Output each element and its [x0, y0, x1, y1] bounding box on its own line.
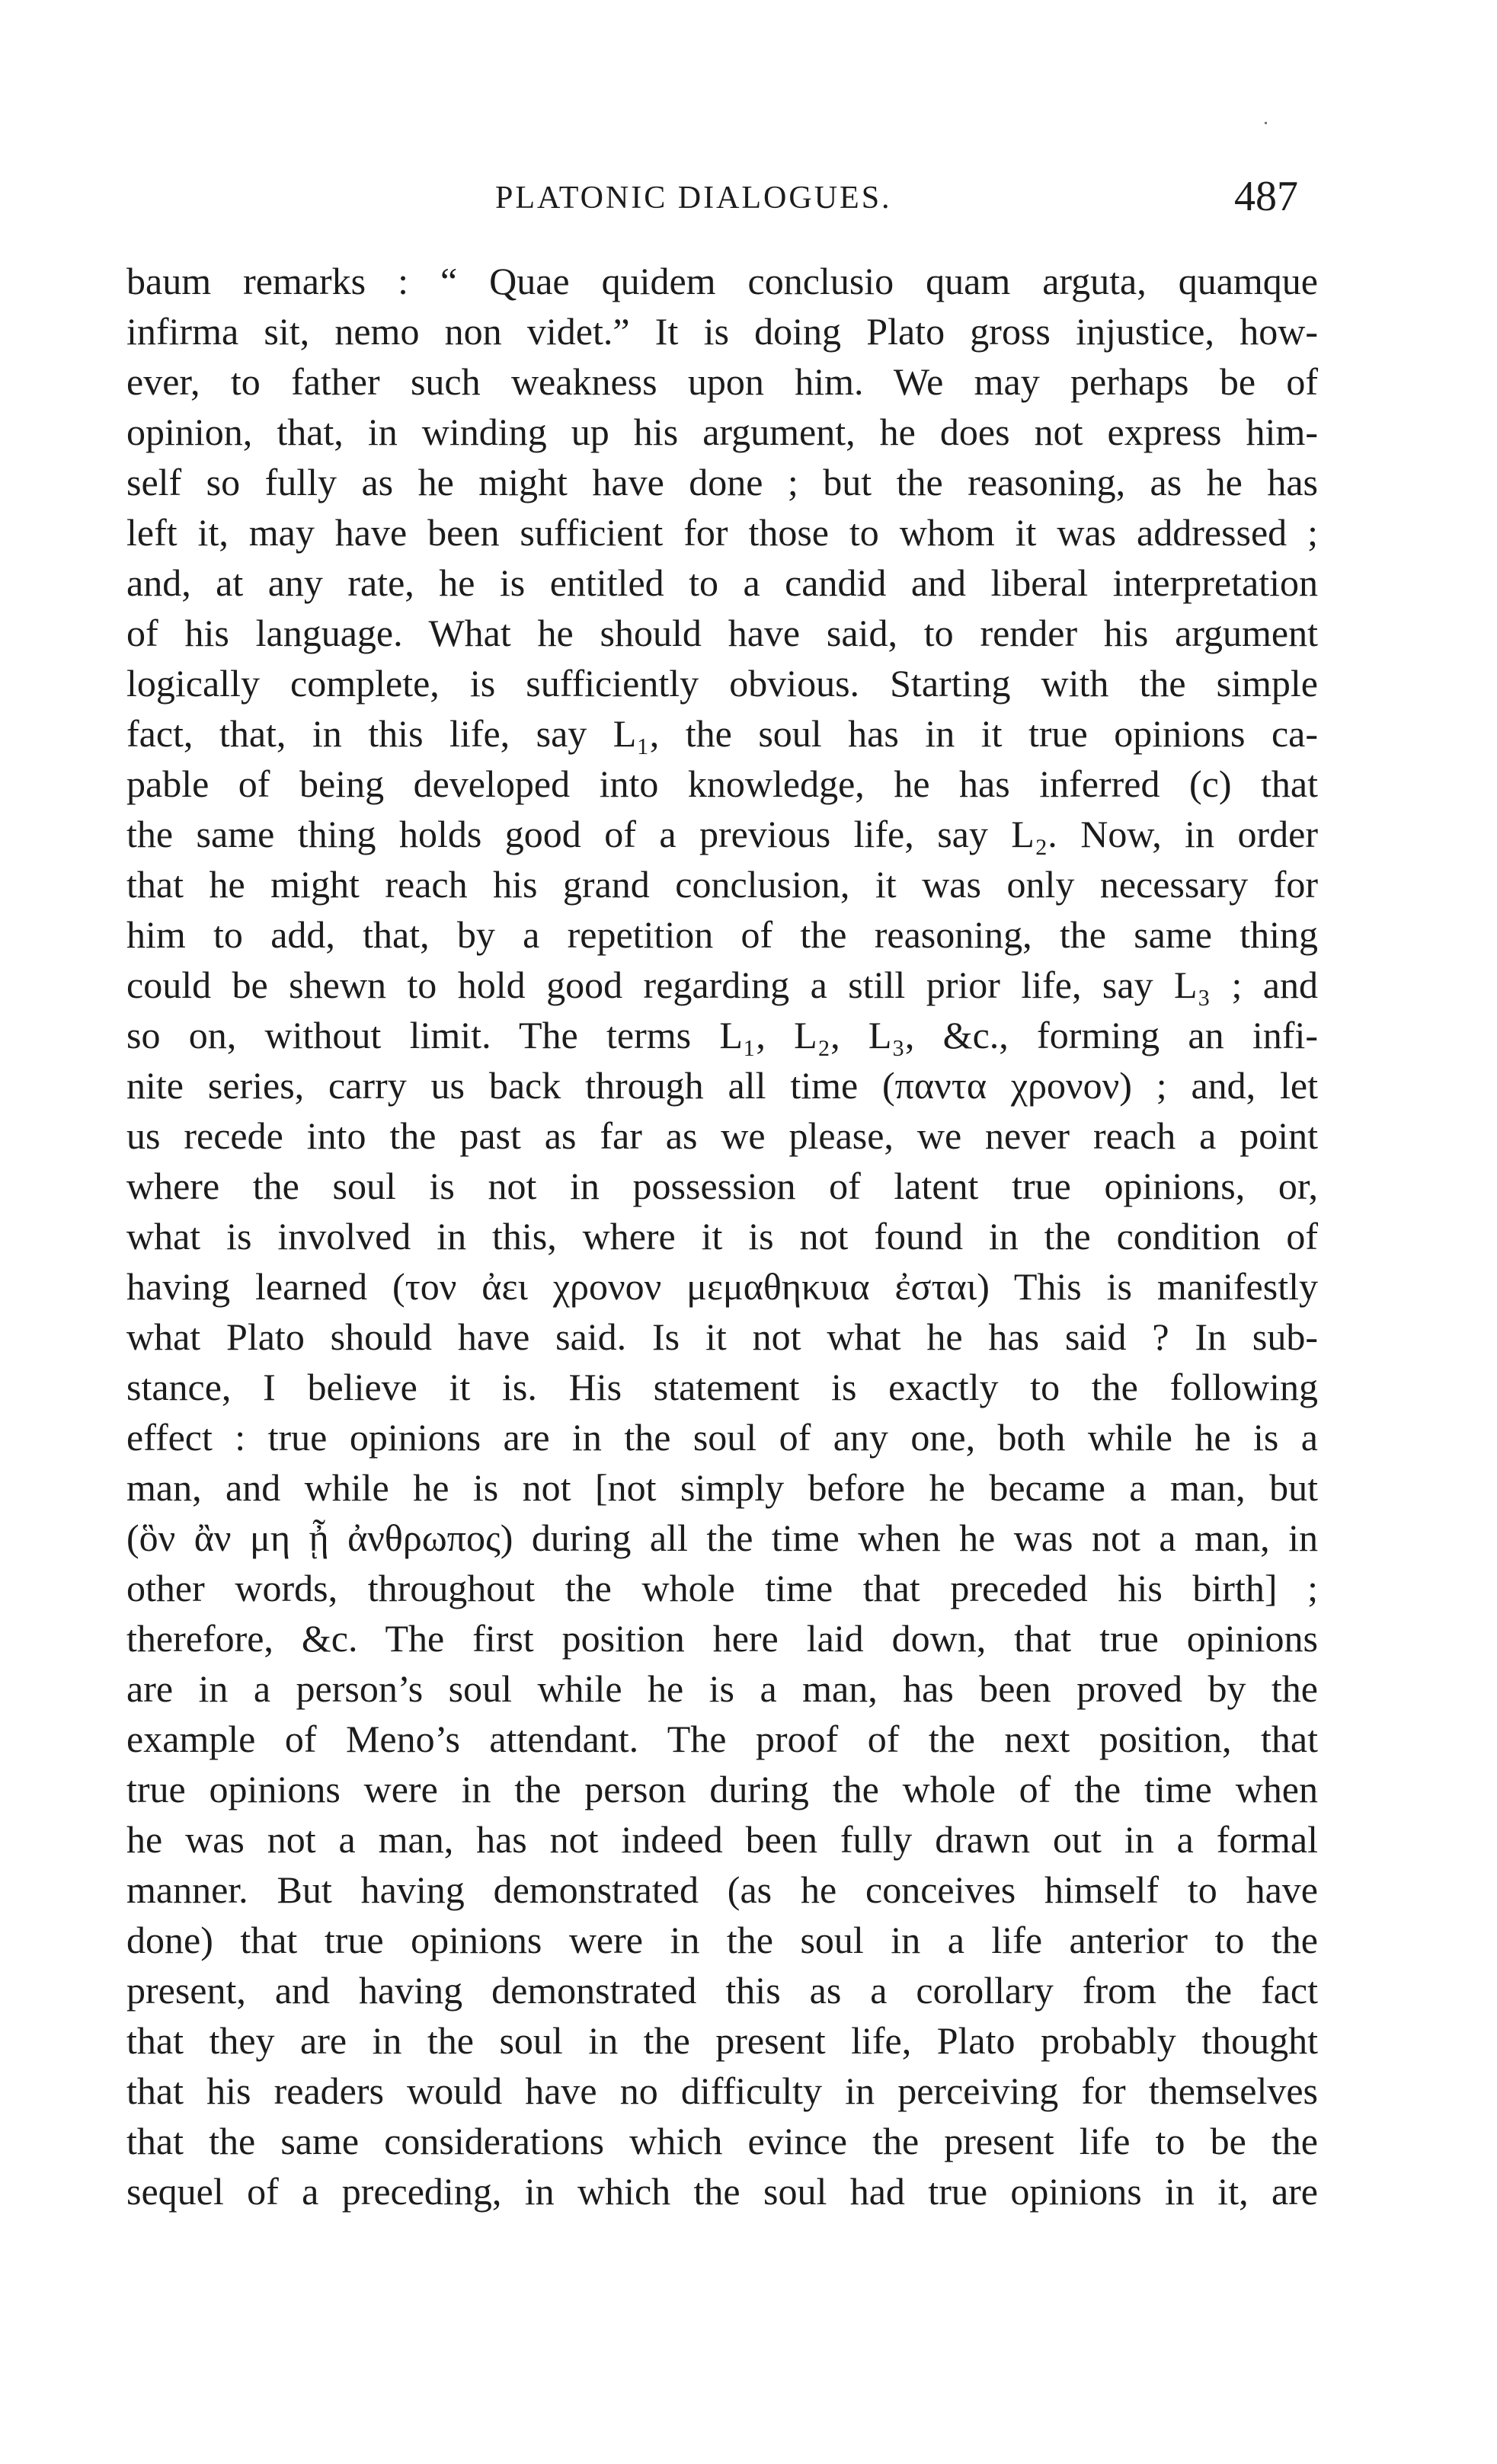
- text-line: us recede into the past as far as we please, we never reach a point: [126, 1114, 1318, 1157]
- text-line: what is involved in this, where it is not found in the condition of: [126, 1215, 1318, 1258]
- text-line: therefore, &c. The first position here laid down, that true opinions: [126, 1617, 1318, 1660]
- text-line: manner. But having demonstrated (as he conceives himself to have: [126, 1868, 1318, 1911]
- text-line: and, at any rate, he is entitled to a candid and liberal interpretation: [126, 561, 1318, 604]
- text-line: what Plato should have said. Is it not what he has said ? In sub-: [126, 1315, 1318, 1358]
- text-line: the same thing holds good of a previous life, say L₂. Now, in order: [126, 813, 1318, 855]
- text-line: where the soul is not in possession of latent true opinions, or,: [126, 1165, 1318, 1207]
- text-line: other words, throughout the whole time that preceded his birth] ;: [126, 1567, 1318, 1609]
- page-speck: [1265, 122, 1267, 124]
- text-line: sequel of a preceding, in which the soul had true opinions in it, are: [126, 2170, 1318, 2213]
- text-line: left it, may have been sufficient for those to whom it was addressed ;: [126, 511, 1318, 554]
- text-line: that the same considerations which evince the present life to be the: [126, 2120, 1318, 2162]
- text-line: having learned (τον ἀει χρονον μεμαθηκυια ἐσται) This is manifestly: [126, 1265, 1318, 1308]
- text-line: (ὃν ἂν μη ᾖ ἀνθρωπος) during all the time when he was not a man, in: [126, 1516, 1318, 1559]
- text-line: logically complete, is sufficiently obvious. Starting with the simple: [126, 662, 1318, 705]
- text-line: are in a person’s soul while he is a man, has been proved by the: [126, 1667, 1318, 1710]
- text-line: opinion, that, in winding up his argument, he does not express him-: [126, 411, 1318, 453]
- text-line: so on, without limit. The terms L₁, L₂, L₃, &c., forming an infi-: [126, 1014, 1318, 1056]
- text-line: done) that true opinions were in the soul in a life anterior to the: [126, 1919, 1318, 1961]
- text-line: present, and having demonstrated this as a corollary from the fact: [126, 1969, 1318, 2012]
- text-line: true opinions were in the person during the whole of the time when: [126, 1768, 1318, 1810]
- text-line: effect : true opinions are in the soul of any one, both while he is a: [126, 1416, 1318, 1459]
- text-line: infirma sit, nemo non videt.” It is doing Plato gross injustice, how-: [126, 310, 1318, 353]
- text-line: he was not a man, has not indeed been fully drawn out in a formal: [126, 1818, 1318, 1861]
- page-number: 487: [1234, 173, 1298, 220]
- text-line: pable of being developed into knowledge, he has inferred (c) that: [126, 762, 1318, 805]
- body-text: [126, 256, 1318, 2216]
- text-line: example of Meno’s attendant. The proof of the next position, that: [126, 1718, 1318, 1760]
- text-line: that they are in the soul in the present life, Plato probably thought: [126, 2019, 1318, 2062]
- text-line: ever, to father such weakness upon him. We may perhaps be of: [126, 360, 1318, 403]
- text-line: stance, I believe it is. His statement is exactly to the following: [126, 1366, 1318, 1408]
- text-line: man, and while he is not [not simply before he became a man, but: [126, 1466, 1318, 1509]
- running-title: PLATONIC DIALOGUES.: [495, 181, 892, 216]
- text-line: fact, that, in this life, say L₁, the soul has in it true opinions ca-: [126, 712, 1318, 755]
- text-line: baum remarks : “ Quae quidem conclusio quam arguta, quamque: [126, 260, 1318, 302]
- text-line: that he might reach his grand conclusion, it was only necessary for: [126, 863, 1318, 906]
- text-line: him to add, that, by a repetition of the reasoning, the same thing: [126, 913, 1318, 956]
- text-line: could be shewn to hold good regarding a still prior life, say L₃ ; and: [126, 964, 1318, 1006]
- text-line: nite series, carry us back through all time (παντα χρονον) ; and, let: [126, 1064, 1318, 1107]
- text-line: of his language. What he should have said, to render his argument: [126, 612, 1318, 654]
- text-line: self so fully as he might have done ; but the reasoning, as he has: [126, 461, 1318, 503]
- text-line: that his readers would have no difficulty in perceiving for themselves: [126, 2069, 1318, 2112]
